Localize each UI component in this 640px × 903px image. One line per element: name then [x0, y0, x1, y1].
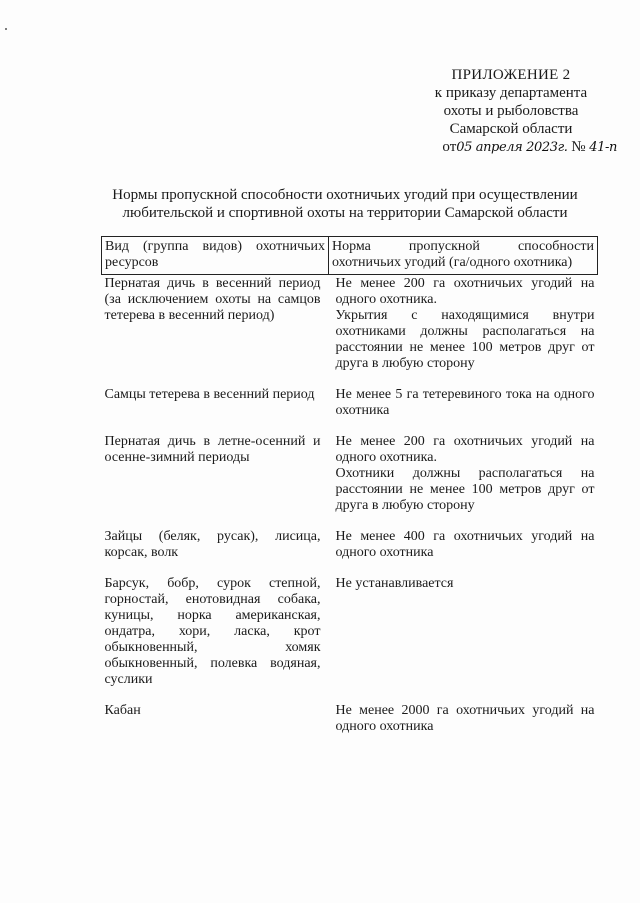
row-species: [102, 575, 329, 688]
table-row: [102, 528, 598, 561]
row-species: [102, 433, 329, 514]
row-gap: [102, 372, 598, 386]
date-prefix: от: [442, 139, 457, 155]
header-norm: Норма пропускной способности охотничьих угодий (га/одного охотника): [329, 237, 598, 275]
row-species-text: Барсук, бобр, сурок степной, горностай, енотовидная собака, куницы, норка американская, ондатра, хори, ласка, крот обыкновенный, хомяк обыкновенный, полевка водяная, суслики: [104, 576, 321, 687]
row-norm-text: Не менее 200 га охотничьих угодий на одного охотника.: [335, 434, 595, 465]
header-species: Вид (группа видов) охотничьих ресурсов: [102, 237, 329, 275]
table-row: [102, 433, 598, 514]
number-prefix: №: [571, 139, 586, 155]
row-norm-text: Не менее 200 га охотничьих угодий на одного охотника.: [335, 276, 595, 307]
handwritten-number: 41-п: [589, 140, 617, 155]
row-norm-note: Укрытия с находящимися внутри охотниками должны располагаться на расстоянии не менее 100 метров друг от друга в любую сторону: [335, 308, 595, 371]
row-norm-note: Охотники должны располагаться на расстоянии не менее 100 метров друг от друга в любую сторону: [335, 466, 595, 513]
appendix-region-line: Самарской области: [449, 121, 573, 137]
scan-speck: [5, 28, 7, 30]
row-norm-text: Не менее 2000 га охотничьих угодий на одного охотника: [335, 703, 595, 734]
row-species: [102, 275, 329, 373]
norms-table: [101, 236, 598, 735]
appendix-department-line: охоты и рыболовства: [443, 103, 579, 119]
table-row: [102, 702, 598, 735]
row-norm: [329, 575, 598, 688]
row-norm: [329, 528, 598, 561]
row-norm: [329, 275, 598, 373]
table-row: [102, 386, 598, 419]
row-species-text: Пернатая дичь в летне-осенний и осенне-зимний периоды: [104, 434, 321, 465]
title-line-1: Нормы пропускной способности охотничьих угодий при осуществлении: [112, 187, 578, 203]
row-species: [102, 386, 329, 419]
appendix-order-line: к приказу департамента: [434, 85, 588, 101]
table-header-row: [102, 237, 598, 275]
row-gap: [102, 561, 598, 575]
row-norm: [329, 433, 598, 514]
row-species: [102, 528, 329, 561]
title-line-2: любительской и спортивной охоты на территории Самарской области: [122, 205, 568, 221]
row-species-text: Кабан: [104, 703, 141, 718]
table-row: [102, 575, 598, 688]
table-row: [102, 275, 598, 373]
row-species-text: Самцы тетерева в весенний период: [104, 387, 315, 402]
row-norm-text: Не устанавливается: [335, 576, 454, 591]
document-title: [95, 186, 595, 222]
handwritten-date: 05 апреля 2023г.: [456, 140, 568, 155]
row-norm-text: Не менее 400 га охотничьих угодий на одного охотника: [335, 529, 595, 560]
row-norm: [329, 386, 598, 419]
row-species-text: Зайцы (беляк, русак), лисица, корсак, волк: [104, 529, 321, 560]
row-norm-text: Не менее 5 га тетеревиного тока на одного охотника: [335, 387, 595, 418]
row-gap: [102, 419, 598, 433]
appendix-heading: ПРИЛОЖЕНИЕ 2: [451, 67, 571, 83]
row-species-text: Пернатая дичь в весенний период (за исключением охоты на самцов тетерева в весенний период): [104, 276, 321, 323]
row-gap: [102, 688, 598, 702]
row-species: [102, 702, 329, 735]
row-gap: [102, 514, 598, 528]
row-norm: [329, 702, 598, 735]
order-date-number: [395, 138, 627, 157]
appendix-block: [395, 66, 627, 157]
